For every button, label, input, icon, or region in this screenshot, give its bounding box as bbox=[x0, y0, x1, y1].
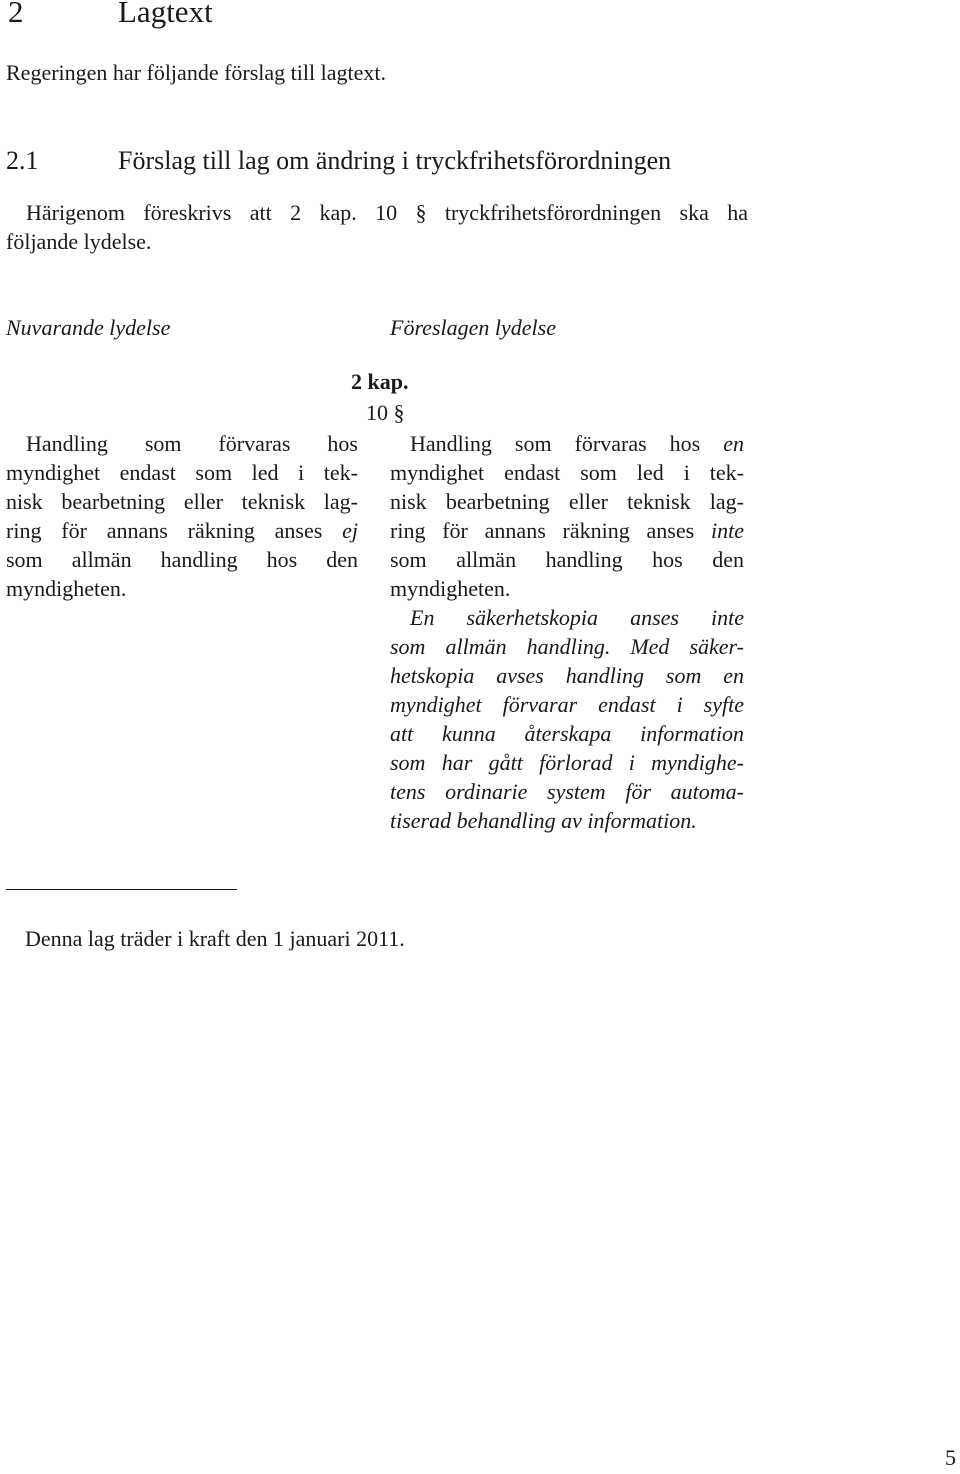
emphasis: ej bbox=[342, 518, 358, 543]
text-line: som allmän handling. Med säker- bbox=[390, 634, 744, 659]
chapter-label: 2 kap. bbox=[351, 369, 409, 394]
text-line: En säkerhetskopia anses inte bbox=[410, 605, 744, 630]
text-line: att kunna återskapa information bbox=[390, 721, 744, 746]
intro-text: Regeringen har följande förslag till lagtext. bbox=[6, 60, 386, 85]
text-line: Handling som förvaras hos bbox=[26, 431, 358, 456]
text-line: nisk bearbetning eller teknisk lag- bbox=[6, 489, 358, 514]
text-line: som allmän handling hos den bbox=[390, 547, 744, 572]
text-line: hetskopia avses handling som en bbox=[390, 663, 744, 688]
paragraph-label: 10 § bbox=[366, 400, 405, 425]
subsection-title: Förslag till lag om ändring i tryckfrihetsförordningen bbox=[118, 146, 672, 175]
proposed-wording-column bbox=[390, 429, 744, 835]
text-line bbox=[390, 516, 744, 545]
subsection-number: 2.1 bbox=[6, 146, 39, 175]
text-line bbox=[6, 516, 358, 545]
proposed-wording-label: Föreslagen lydelse bbox=[390, 315, 556, 340]
lead-line: följande lydelse. bbox=[6, 229, 152, 254]
section-title: Lagtext bbox=[118, 0, 213, 29]
text-line: myndigheten. bbox=[390, 576, 511, 601]
text-run: Handling som förvaras hos bbox=[410, 431, 724, 456]
current-wording-label: Nuvarande lydelse bbox=[6, 315, 171, 340]
text-line: myndighet förvarar endast i syfte bbox=[390, 692, 744, 717]
page-number: 5 bbox=[945, 1445, 956, 1470]
text-run: ring för annans räkning anses bbox=[6, 518, 343, 543]
lead-paragraph bbox=[6, 198, 748, 256]
text-line bbox=[390, 429, 744, 458]
section-number: 2 bbox=[8, 0, 24, 29]
emphasis: inte bbox=[711, 518, 744, 543]
emphasis: en bbox=[723, 431, 744, 456]
text-line: tens ordinarie system för automa- bbox=[390, 779, 744, 804]
entry-into-force-note: Denna lag träder i kraft den 1 januari 2011. bbox=[25, 926, 405, 951]
text-line: myndighet endast som led i tek- bbox=[6, 460, 358, 485]
text-line: myndighet endast som led i tek- bbox=[390, 460, 744, 485]
text-line: som allmän handling hos den bbox=[6, 547, 358, 572]
footnote-divider bbox=[6, 889, 237, 890]
text-line: nisk bearbetning eller teknisk lag- bbox=[390, 489, 744, 514]
text-line: myndigheten. bbox=[6, 576, 127, 601]
text-run: ring för annans räkning anses bbox=[390, 518, 711, 543]
text-line: tiserad behandling av information. bbox=[390, 808, 697, 833]
current-wording-column bbox=[6, 429, 358, 603]
text-line: som har gått förlorad i myndighe- bbox=[390, 750, 744, 775]
lead-line: Härigenom föreskrivs att 2 kap. 10 § tryckfrihetsförordningen ska ha bbox=[26, 200, 748, 225]
